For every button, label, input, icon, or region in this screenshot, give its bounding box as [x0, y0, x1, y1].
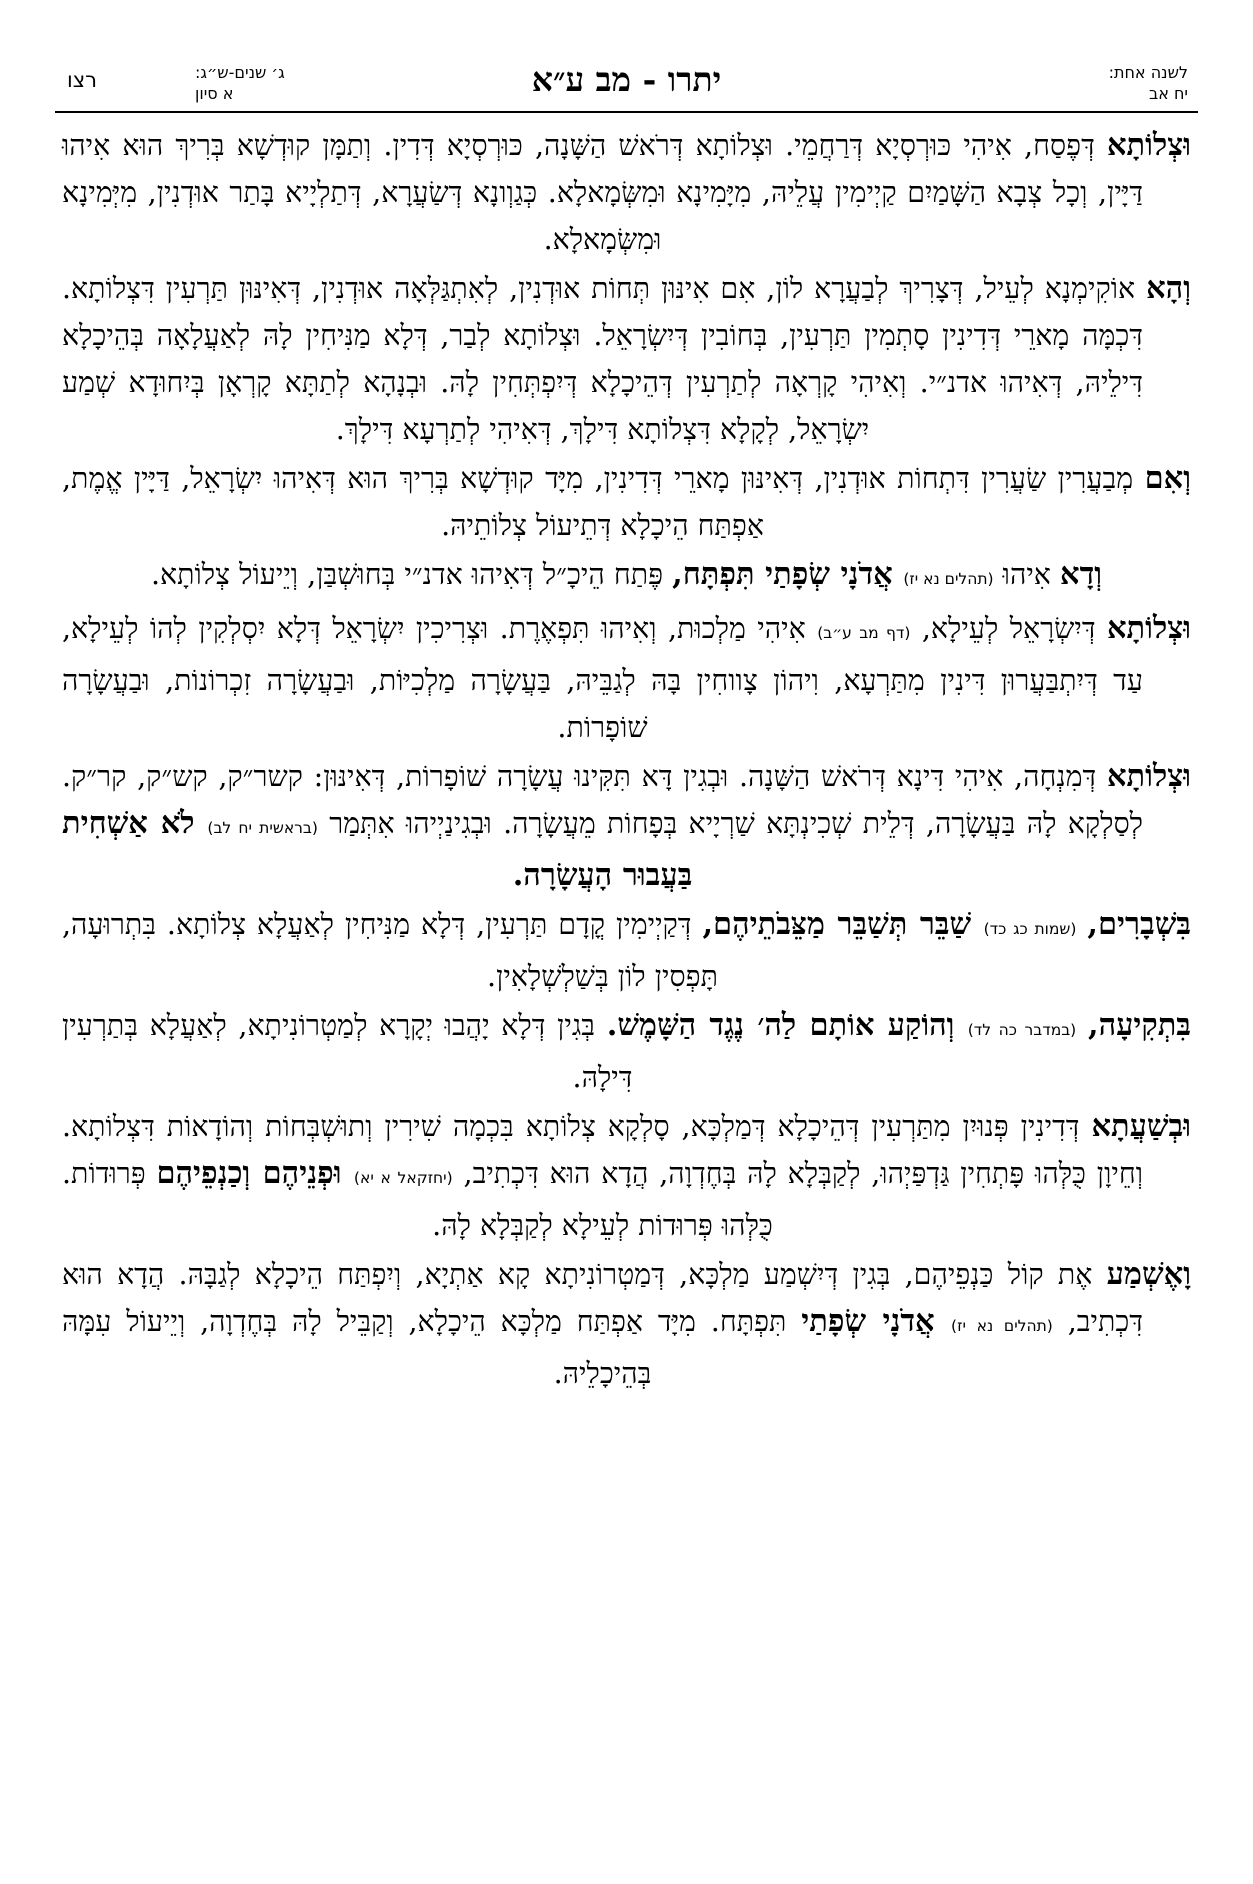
paragraph-text: דְּפֶסַח, אִיהִי כּוּרְסְיָא דְּרַחֲמֵי. וּצְלוֹתָא דְּרֹאשׁ הַשָּׁנָה, כּוּרְסְיָא דְּדִין. וְתַמָּן קוּדְשָׁא בְּרִיךְ הוּא אִיהוּ דַּיָּין, וְכָל צְבָא הַשָּׁמַיִם קַיְימִין עֲלֵיהּ, מִיָּמִינָא וּמִשְּׂמָאלָא. כְּגַוְונָא דְּשַׂעֲרָא, דְּתַלְיָיא בָּתַר אוּדְנִין, מִיְּמִינָא וּמִשְּׂמָאלָא. — [62, 129, 1143, 256]
scripture-quote: אֲדֹנָי שְׂפָתַי תִּפְתָּח, — [672, 556, 904, 592]
folio-reference: (דף מב ע״ב) — [817, 624, 911, 642]
paragraph-text-continued: אִיהִי מַלְכוּת, וְאִיהוּ תִּפְאֶרֶת. וּצְרִיכִין יִשְׂרָאֵל דְּלָא יִסְלְקִין לְהוֹ לְעֵילָא, עַד דְּיִתְבַּעֲרוּן דִּינִין מִתַּרְעָא, וִיהוֹן צָווחִין בָּהּ לְגַבֵּיהּ, בַּעֲשָׂרָה מַלְכִיּוֹת, וּבַעֲשָׂרָה זִכְרוֹנוֹת, וּבַעֲשָׂרָה שׁוֹפָרוֹת. — [62, 612, 1143, 744]
paragraph — [62, 1002, 1191, 1101]
paragraph-text: אוֹקִימְנָא לְעֵיל, דְּצָרִיךְ לְבַעֲרָא לוֹן, אִם אִינּוּן תְּחוֹת אוּדְנִין, לְאִתְגַּלְּאָה אוּדְנִין, דְּאִינּוּן תַּרְעִין דִּצְלוֹתָא. דִּכְמָּה מָארֵי דְּדִינִין סָתְמִין תַּרְעִין, בְּחוֹבִין דְּיִשְׂרָאֵל. וּצְלוֹתָא לְבַר, דְּלָא מַנִּיחִין לָהּ לְאַעֲלָאָה בְּהֵיכָלָא דִּילֵיהּ, דְּאִיהוּ אדנ״י. וְאִיהִי קָרְאָה לְתַרְעִין דְּהֵיכָלָא דְּיִפְתְּחִין לָהּ. וּבְנָהָא לְתַתָּא קָרְאָן בְּיִחוּדָא שְׁמַע יִשְׂרָאֵל, לְקָלָא דִּצְלוֹתָא דִּילָךְ, דְּאִיהִי לְתַרְעָא דִּילָךְ. — [62, 272, 1147, 446]
scripture-reference: (שמות כג כד) — [983, 920, 1077, 938]
paragraph-lead-word: וָאֶשְׁמַע — [1106, 1256, 1191, 1292]
running-header — [55, 62, 1198, 108]
scripture-quote: וְהוֹקַע אוֹתָם לַה׳ נֶגֶד הַשָּׁמֶשׁ. — [606, 1007, 968, 1043]
paragraph — [62, 753, 1191, 899]
scripture-reference: (במדבר כה לד) — [967, 1021, 1077, 1039]
paragraph-text-continued: פֶּתַח הֵיכָ״ל דְּאִיהוּ אדנ״י בְּחוּשְׁבַּן, וְיֵיעוֹל צְלוֹתָא. — [150, 558, 673, 591]
paragraph-text-continued: פְּרוּדוֹת. כֻּלְּהוּ פְּרוּדוֹת לְעֵילָא לְקַבְּלָא לָהּ. — [62, 1157, 773, 1242]
paragraph — [62, 901, 1191, 1000]
scripture-reference: (תהלים נא יז) — [951, 1317, 1053, 1335]
paragraph-lead-word: וּבְשַׁעֲתָא — [1091, 1108, 1191, 1144]
scripture-quote: וּפְנֵיהֶם וְכַנְפֵיהֶם — [156, 1155, 354, 1191]
paragraph-lead-word: וּצְלוֹתָא — [1106, 610, 1192, 646]
paragraph — [62, 551, 1191, 603]
scripture-quote: שַׁבֵּר תְּשַׁבֵּר מַצֵּבֹתֵיהֶם, — [702, 906, 984, 942]
header-divider — [55, 111, 1198, 113]
paragraph-text: דְּיִשְׂרָאֵל לְעֵילָא, — [910, 612, 1107, 645]
paragraph-lead-word: וּצְלוֹתָא — [1106, 758, 1191, 794]
scripture-reference: (תהלים נא יז) — [903, 570, 994, 588]
body-text — [62, 122, 1191, 1399]
paragraph-text-continued: תִּפְתָּח. מִיָּד אַפְתַּח מַלְכָּא הֵיכָלָא, וְקַבֵּיל לָהּ בְּחֶדְוָה, וְיֵיעוֹל עִמָּהּ בְּהֵיכָלֵיהּ. — [62, 1305, 802, 1390]
paragraph-text-continued: דְּקַיְימִין קֳדָם תַּרְעִין, דְּלָא מַנִּיחִין לְאַעֲלָא צְלוֹתָא. בִּתְרוּעָה, תָּפְסִין לוֹן בְּשַׁלְשְׁלָאִין. — [62, 908, 718, 993]
scripture-reference: (בראשית יח לב) — [207, 819, 318, 837]
scripture-reference: (יחזקאל א יא) — [353, 1169, 453, 1187]
three-year-cycle-label: ג׳ שנים-ש״ג: — [195, 63, 285, 82]
page-title: יתרו - מב ע״א — [531, 60, 722, 99]
paragraph-lead-word: בִּתְקִיעָה, — [1087, 1007, 1192, 1043]
paragraph — [62, 122, 1191, 263]
paragraph-text — [1076, 908, 1087, 941]
one-year-cycle-label: לשנה אחת: — [1108, 63, 1188, 82]
paragraph-text: אֶת קוֹל כַּנְפֵיהֶם, בְּגִין דְּיִשְׁמַע מַלְכָּא, דְּמַטְרוֹנִיתָא קָא אַתְיָא, וְיִפְתַּח הֵיכָלָא לְגַבָּהּ. הֲדָא הוּא דִּכְתִיב, — [62, 1258, 1143, 1338]
paragraph — [62, 1251, 1191, 1397]
paragraph-lead-word: בִּשְׁבָרִים, — [1087, 906, 1191, 942]
one-year-cycle-date: יח אב — [1148, 84, 1188, 103]
paragraph — [62, 1103, 1191, 1249]
paragraph-lead-word: וְדָא — [1059, 556, 1103, 592]
paragraph-text: דְּדִינִין פְּנוּיִן מִתַּרְעִין דְּהֵיכָלָא דְּמַלְכָּא, סָלְקָא צְלוֹתָא בִּכְמָה שִׁירִין וְתוּשְׁבְּחוֹת וְהוֹדָאוֹת דִּצְלוֹתָא. וְחֵיוָן כֻּלְּהוּ פָּתְחִין גַּדְפַּיְהוּ, לְקַבְּלָא לָהּ בְּחֶדְוָה, הֲדָא הוּא דִּכְתִיב, — [62, 1110, 1143, 1190]
paragraph-text: דְּמִנְחָה, אִיהִי דִּינָא דְּרֹאשׁ הַשָּׁנָה. וּבְגִין דָּא תִּקִּינוּ עֲשָׂרָה שׁוֹפָרוֹת, דְּאִינּוּן: קשר״ק, קש״ק, קר״ק. לְסַלְקָא לָהּ בַּעֲשָׂרָה, דְּלֵית שְׁכִינְתָּא שַׁרְיָיא בְּפָחוֹת מֵעֲשָׂרָה. וּבְגִינַיְיהוּ אִתְּמַר — [62, 760, 1143, 840]
paragraph — [62, 605, 1191, 751]
paragraph-lead-word: וּצְלוֹתָא — [1106, 127, 1191, 163]
three-year-cycle-date: א סיון — [195, 84, 234, 103]
paragraph-text: מְבַעֲרִין שַׂעֲרִין דִּתְחוֹת אוּדְנִין, דְּאִינּוּן מָארֵי דְּדִינִין, מִיָּד קוּדְשָׁא בְּרִיךְ הוּא דְּאִיהוּ יִשְׂרָאֵל, דַּיָּין אֱמֶת, אַפְתַּח הֵיכָלָא דְּתֵיעוֹל צְלוֹתֵיהּ. — [62, 462, 1145, 542]
scripture-quote: לֹא אַשְׁחִית בַּעֲבוּר הָעֲשָׂרָה. — [62, 805, 693, 893]
paragraph-text: אִיהוּ — [993, 558, 1060, 591]
one-year-cycle-note — [1109, 62, 1188, 104]
paragraph — [62, 455, 1191, 549]
paragraph — [62, 265, 1191, 453]
scripture-quote: אֲדֹנָי שְׂפָתַי — [801, 1303, 952, 1339]
paragraph-lead-word: וְאִם — [1144, 460, 1191, 496]
page-number: רצו — [67, 68, 98, 92]
paragraph-text — [1076, 1009, 1088, 1042]
paragraph-text-continued: בְּגִין דְּלָא יָהֲבוּ יְקָרָא לְמַטְרוֹנִיתָא, לְאַעֲלָא בְּתַרְעִין דִּילָהּ. — [62, 1009, 633, 1094]
paragraph-lead-word: וְהָא — [1146, 270, 1191, 306]
